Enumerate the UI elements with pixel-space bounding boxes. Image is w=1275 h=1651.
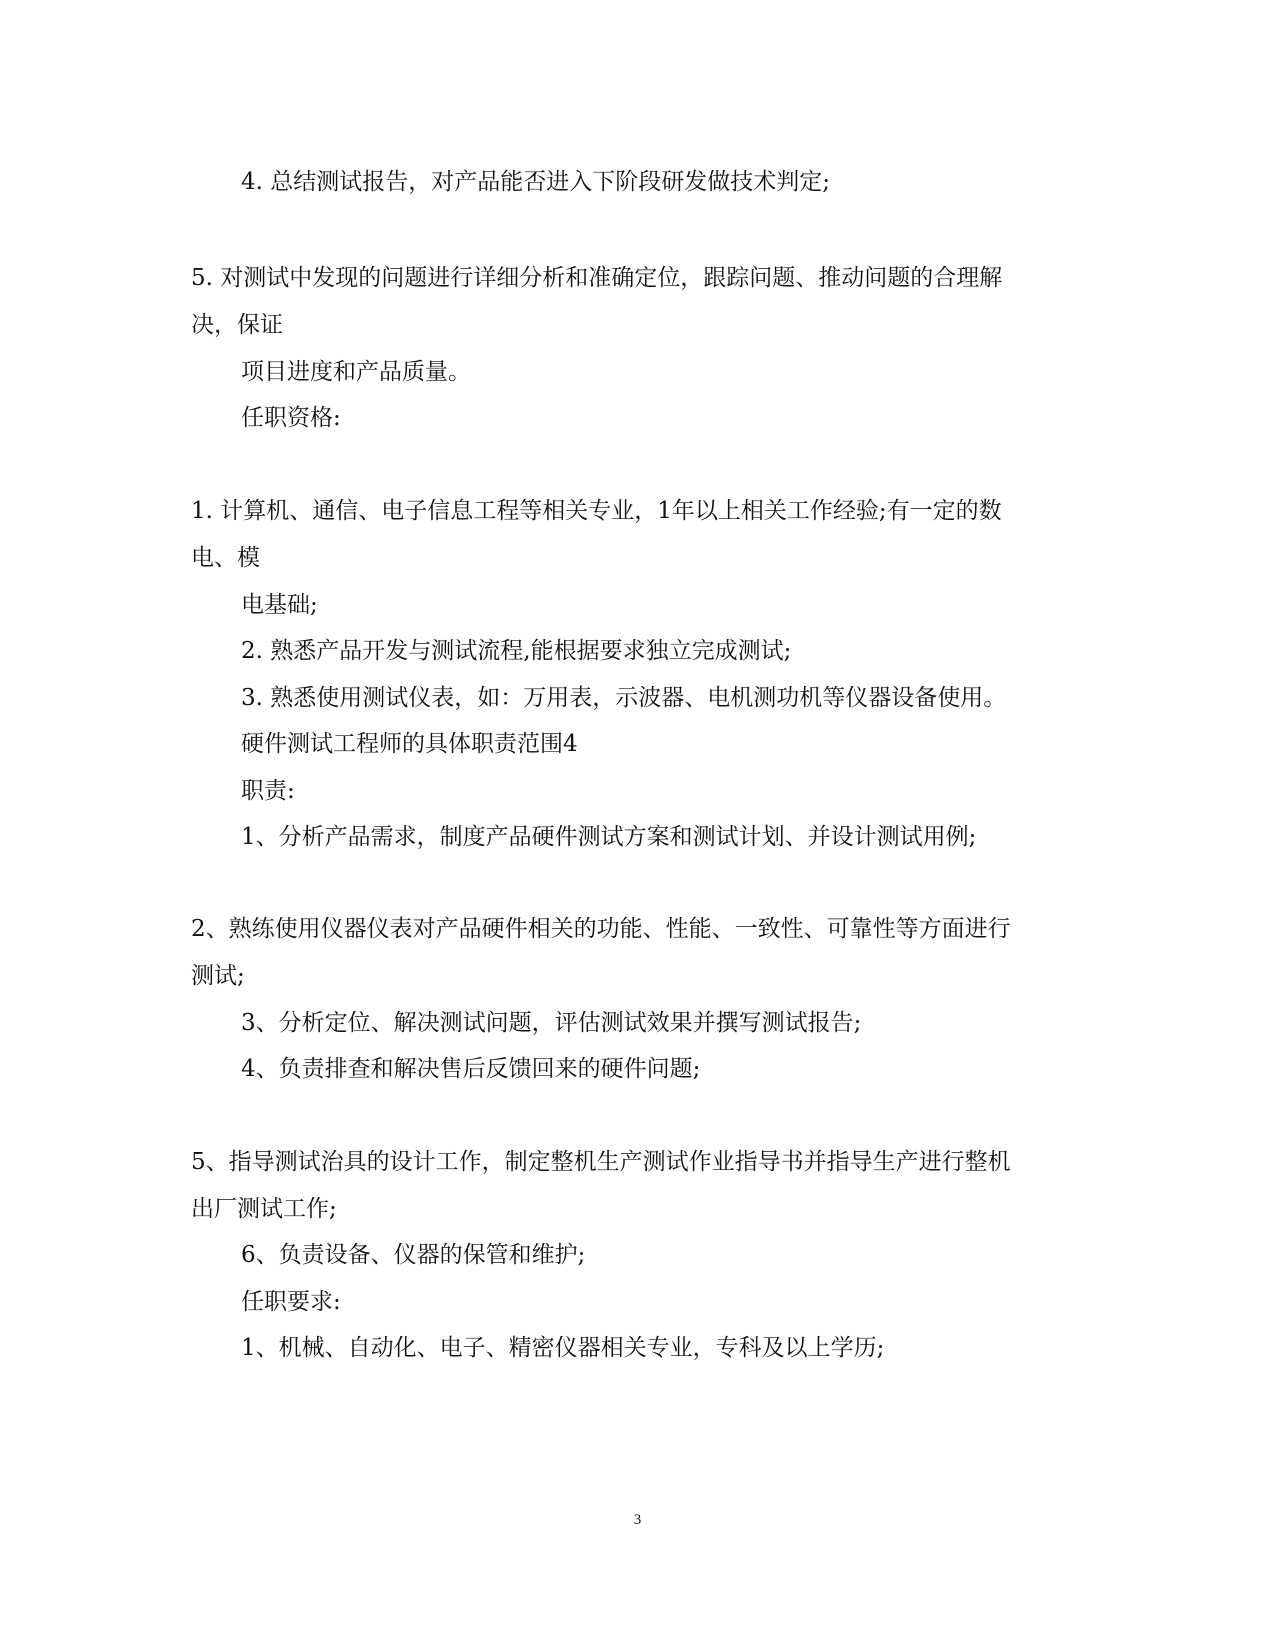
text-line: 1. 计算机、通信、电子信息工程等相关专业，1年以上相关工作经验;有一定的数 [191,498,1002,524]
text-line: 5、指导测试治具的设计工作，制定整机生产测试作业指导书并指导生产进行整机 [191,1149,1011,1175]
text-line: 3. 熟悉使用测试仪表，如：万用表，示波器、电机测功机等仪器设备使用。 [241,685,1007,711]
text-line: 任职资格: [241,405,341,431]
text-line: 任职要求: [241,1289,341,1315]
page-number: 3 [633,1512,642,1528]
text-line: 1、分析产品需求，制度产品硬件测试方案和测试计划、并设计测试用例; [241,824,977,850]
text-line: 4. 总结测试报告，对产品能否进入下阶段研发做技术判定; [241,169,831,195]
text-line: 1、机械、自动化、电子、精密仪器相关专业，专科及以上学历; [241,1335,885,1361]
text-line: 6、负责设备、仪器的保管和维护; [241,1242,586,1268]
text-line: 职责: [241,778,295,804]
text-line: 2、熟练使用仪器仪表对产品硬件相关的功能、性能、一致性、可靠性等方面进行 [191,916,1011,942]
text-line: 3、分析定位、解决测试问题，评估测试效果并撰写测试报告; [241,1010,862,1036]
text-line: 硬件测试工程师的具体职责范围4 [241,731,578,757]
text-line: 2. 熟悉产品开发与测试流程,能根据要求独立完成测试; [241,638,792,664]
text-line: 项目进度和产品质量。 [241,359,471,385]
text-line: 出厂测试工作; [191,1196,337,1222]
text-line: 决，保证 [191,312,283,338]
text-line: 电、模 [191,545,260,571]
text-line: 测试; [191,963,245,989]
text-line: 4、负责排查和解决售后反馈回来的硬件问题; [241,1056,701,1082]
text-line: 电基础; [241,592,318,618]
text-line: 5. 对测试中发现的问题进行详细分析和准确定位，跟踪问题、推动问题的合理解 [191,265,1003,291]
